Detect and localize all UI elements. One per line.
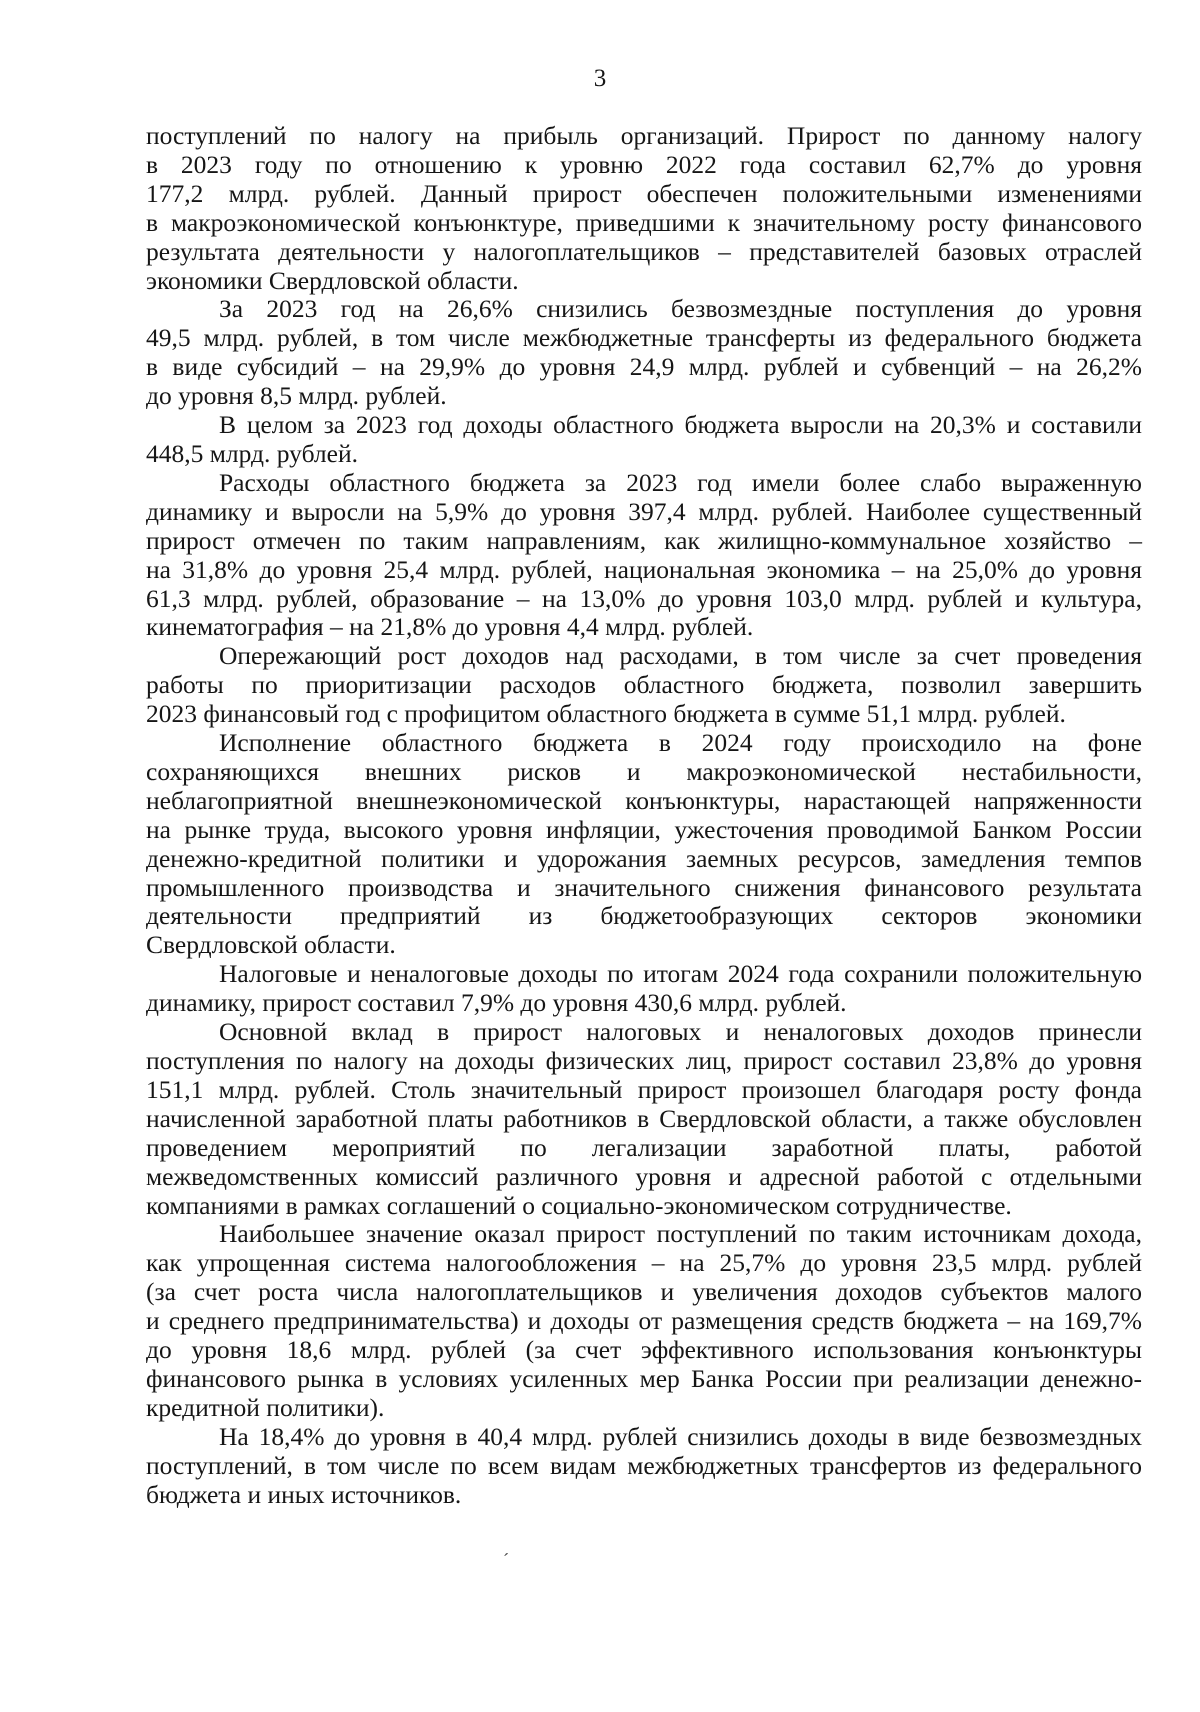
paragraph-line: межведомственных комиссий различного уровня и адресной работой с отдельными bbox=[146, 1161, 1142, 1191]
paragraph-line: финансового рынка в условиях усиленных мер Банка России при реализации денежно- bbox=[146, 1363, 1142, 1393]
paragraph bbox=[146, 122, 1142, 295]
paragraph bbox=[146, 729, 1142, 960]
paragraph-line: динамику и выросли на 5,9% до уровня 397,4 млрд. рублей. Наиболее существенный bbox=[146, 496, 1142, 526]
paragraph-line: в 2023 году по отношению к уровню 2022 года составил 62,7% до уровня bbox=[146, 149, 1142, 179]
paragraph bbox=[146, 295, 1142, 411]
paragraph-line: На 18,4% до уровня в 40,4 млрд. рублей снизились доходы в виде безвозмездных bbox=[219, 1421, 1142, 1451]
paragraph-line: в макроэкономической конъюнктуре, приведшими к значительному росту финансового bbox=[146, 207, 1142, 237]
paragraph bbox=[146, 1018, 1142, 1220]
paragraph-line: деятельности предприятий из бюджетообразующих секторов экономики bbox=[146, 901, 1142, 931]
paragraph-line: и среднего предпринимательства) и доходы от размещения средств бюджета – на 169,7% bbox=[146, 1306, 1142, 1336]
stray-pen-mark: ˊ bbox=[503, 1550, 509, 1570]
paragraph-line: поступления по налогу на доходы физических лиц, прирост составил 23,8% до уровня bbox=[146, 1046, 1142, 1075]
paragraph-line: Опережающий рост доходов над расходами, в том числе за счет проведения bbox=[219, 641, 1142, 671]
paragraph-line: 151,1 млрд. рублей. Столь значительный прирост произошел благодаря росту фонда bbox=[146, 1074, 1142, 1104]
paragraph-line: на 31,8% до уровня 25,4 млрд. рублей, национальная экономика – на 25,0% до уровня bbox=[146, 554, 1142, 584]
paragraph-line: до уровня 8,5 млрд. рублей. bbox=[146, 381, 447, 411]
paragraph-line: бюджета и иных источников. bbox=[146, 1479, 462, 1509]
page-number: 3 bbox=[593, 65, 607, 92]
paragraph-line: начисленной заработной платы работников в Свердловской области, а также обусловлен bbox=[146, 1103, 1142, 1133]
paragraph-line: В целом за 2023 год доходы областного бюджета выросли на 20,3% и составили bbox=[219, 410, 1142, 440]
paragraph-line: 448,5 млрд. рублей. bbox=[146, 438, 358, 468]
paragraph-line: поступлений, в том числе по всем видам межбюджетных трансфертов из федерального bbox=[146, 1450, 1142, 1480]
paragraph-line: до уровня 18,6 млрд. рублей (за счет эффективного использования конъюнктуры bbox=[146, 1335, 1142, 1365]
paragraph-line: в виде субсидий – на 29,9% до уровня 24,9 млрд. рублей и субвенций – на 26,2% bbox=[146, 352, 1142, 382]
paragraph bbox=[146, 411, 1142, 469]
paragraph-line: За 2023 год на 26,6% снизились безвозмездные поступления до уровня bbox=[219, 294, 1142, 324]
paragraph-line: результата деятельности у налогоплательщиков – представителей базовых отраслей bbox=[146, 236, 1142, 266]
paragraph-line: денежно-кредитной политики и удорожания заемных ресурсов, замедления темпов bbox=[146, 843, 1142, 873]
paragraph-line: кинематография – на 21,8% до уровня 4,4 млрд. рублей. bbox=[146, 612, 754, 642]
paragraph-line: 61,3 млрд. рублей, образование – на 13,0% до уровня 103,0 млрд. рублей и культура, bbox=[146, 583, 1142, 613]
paragraph-line: промышленного производства и значительного снижения финансового результата bbox=[146, 872, 1142, 902]
paragraph-line: проведением мероприятий по легализации заработной платы, работой bbox=[146, 1132, 1142, 1162]
paragraph-line: кредитной политики). bbox=[146, 1392, 385, 1422]
paragraph-line: на рынке труда, высокого уровня инфляции, ужесточения проводимой Банком России bbox=[146, 814, 1142, 844]
paragraph-line: работы по приоритизации расходов областного бюджета, позволил завершить bbox=[146, 670, 1142, 700]
paragraph-line: 177,2 млрд. рублей. Данный прирост обеспечен положительными изменениями bbox=[146, 178, 1142, 208]
paragraph-line: Свердловской области. bbox=[146, 930, 396, 960]
paragraph-line: (за счет роста числа налогоплательщиков и увеличения доходов субъектов малого bbox=[146, 1277, 1142, 1307]
paragraph-line: как упрощенная система налогообложения – на 25,7% до уровня 23,5 млрд. рублей bbox=[146, 1248, 1142, 1278]
paragraph bbox=[146, 1423, 1142, 1510]
paragraph-line: компаниями в рамках соглашений о социально-экономическом сотрудничестве. bbox=[146, 1190, 1012, 1220]
document-body bbox=[146, 122, 1142, 1510]
paragraph bbox=[146, 960, 1142, 1018]
paragraph-line: Исполнение областного бюджета в 2024 году происходило на фоне bbox=[219, 728, 1142, 758]
paragraph bbox=[146, 469, 1142, 642]
paragraph-line: динамику, прирост составил 7,9% до уровня 430,6 млрд. рублей. bbox=[146, 988, 847, 1018]
paragraph-line: экономики Свердловской области. bbox=[146, 265, 519, 295]
paragraph bbox=[146, 642, 1142, 729]
paragraph-line: сохраняющихся внешних рисков и макроэкономической нестабильности, bbox=[146, 756, 1142, 786]
paragraph bbox=[146, 1220, 1142, 1422]
paragraph-line: поступлений по налогу на прибыль организаций. Прирост по данному налогу bbox=[146, 121, 1142, 150]
paragraph-line: 49,5 млрд. рублей, в том числе межбюджетные трансферты из федерального бюджета bbox=[146, 323, 1142, 353]
paragraph-line: прирост отмечен по таким направлениям, как жилищно-коммунальное хозяйство – bbox=[146, 525, 1142, 555]
paragraph-line: неблагоприятной внешнеэкономической конъюнктуры, нарастающей напряженности bbox=[146, 785, 1142, 815]
paragraph-line: 2023 финансовый год с профицитом областного бюджета в сумме 51,1 млрд. рублей. bbox=[146, 699, 1066, 729]
paragraph-line: Наибольшее значение оказал прирост поступлений по таким источникам дохода, bbox=[219, 1219, 1142, 1249]
paragraph-line: Основной вклад в прирост налоговых и неналоговых доходов принесли bbox=[219, 1017, 1142, 1047]
paragraph-line: Налоговые и неналоговые доходы по итогам 2024 года сохранили положительную bbox=[219, 959, 1142, 989]
paragraph-line: Расходы областного бюджета за 2023 год имели более слабо выраженную bbox=[219, 467, 1142, 497]
